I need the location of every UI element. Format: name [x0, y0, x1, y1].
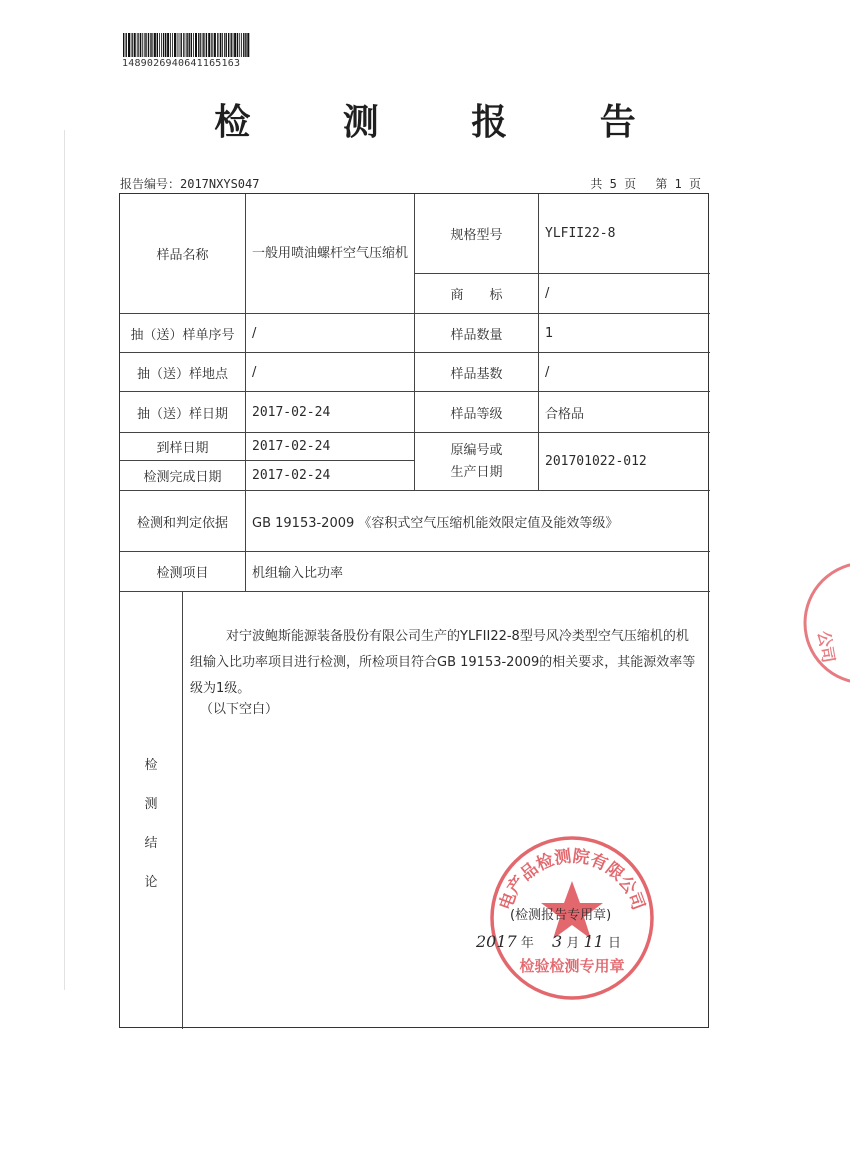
barcode-bar	[226, 33, 227, 57]
barcode-bar	[195, 33, 197, 57]
seal-bottom-text: 检验检测专用章	[519, 957, 625, 975]
barcode-bar	[191, 33, 192, 57]
barcode-bar	[138, 33, 139, 57]
barcode-bar	[150, 33, 151, 57]
sample-name-value: 一般用喷油螺杆空气压缩机	[252, 245, 409, 261]
barcode-bar	[161, 33, 162, 57]
barcode-bars	[122, 33, 250, 57]
completion-date-value: 2017-02-24	[252, 468, 331, 483]
barcode-bar	[193, 33, 194, 57]
seal-arc-text: 电产品检测院有限公司	[495, 846, 649, 913]
sampling-date-value: 2017-02-24	[252, 404, 331, 420]
barcode-bar	[189, 33, 190, 57]
barcode-bar	[241, 33, 242, 57]
page-current: 第 1 页	[655, 177, 701, 191]
barcode-bar	[174, 33, 176, 57]
sign-year-label: 年	[520, 936, 534, 951]
barcode-bar	[131, 33, 132, 57]
barcode-bar	[134, 33, 136, 57]
trademark-value: /	[545, 286, 550, 301]
barcode-bar	[206, 33, 207, 57]
barcode-bar	[219, 33, 220, 57]
sign-month-label: 月	[566, 936, 580, 951]
original-no-label-line1: 原编号或	[450, 442, 503, 458]
col-divider	[182, 591, 183, 1029]
sampling-place-label: 抽（送）样地点	[136, 366, 228, 382]
barcode-number: 1489026940641165163	[122, 58, 241, 69]
sampling-no-value: /	[252, 325, 257, 341]
sampling-date-label: 抽（送）样日期	[136, 406, 228, 422]
barcode-bar	[198, 33, 199, 57]
barcode-bar	[203, 33, 204, 57]
barcode	[122, 33, 254, 69]
row-divider	[120, 591, 710, 592]
barcode-bar	[234, 33, 236, 57]
sample-grade-value: 合格品	[545, 406, 585, 422]
completion-date-label: 检测完成日期	[143, 470, 222, 485]
barcode-bar	[177, 33, 178, 57]
barcode-bar	[217, 33, 218, 57]
sample-base-label: 样品基数	[450, 366, 503, 382]
barcode-bar	[211, 33, 212, 57]
barcode-bar	[186, 33, 187, 57]
barcode-bar	[220, 33, 221, 57]
side-seal-ring	[805, 563, 850, 683]
original-no-value: 201701022-012	[545, 454, 647, 469]
barcode-bar	[214, 33, 216, 57]
barcode-bar	[228, 33, 229, 57]
barcode-bar	[126, 33, 127, 57]
sign-month: 3	[552, 932, 563, 951]
conclusion-label-char: 论	[144, 875, 158, 890]
sample-name-label: 样品名称	[156, 248, 209, 263]
sampling-place-value: /	[252, 364, 257, 380]
barcode-bar	[231, 33, 232, 57]
barcode-bar	[167, 33, 169, 57]
barcode-bar	[145, 33, 146, 57]
original-no-label	[415, 433, 538, 490]
sampling-no-label: 抽（送）样单序号	[130, 327, 235, 343]
barcode-bar	[154, 33, 156, 57]
model-label: 规格型号	[450, 228, 503, 243]
sample-qty-label: 样品数量	[450, 327, 503, 343]
barcode-bar	[183, 33, 184, 57]
barcode-bar	[142, 33, 143, 57]
page-total: 共 5 页	[590, 177, 637, 191]
barcode-bar	[148, 33, 149, 57]
conclusion-label-char: 结	[144, 836, 158, 851]
stamp-caption: (检测报告专用章)	[510, 908, 612, 923]
item-label: 检测项目	[156, 566, 209, 581]
page-title: 检 测 报 告	[214, 101, 676, 143]
side-seal-fragment	[790, 548, 850, 698]
sign-day: 11	[583, 932, 604, 951]
barcode-bar	[128, 33, 130, 57]
trademark-label: 商 标	[450, 288, 503, 303]
side-seal-text: 公司	[814, 629, 839, 665]
barcode-bar	[202, 33, 203, 57]
sample-base-value: /	[545, 364, 550, 380]
basis-value: GB 19153-2009 《容积式空气压缩机能效限定值及能效等级》	[252, 515, 619, 531]
barcode-bar	[200, 33, 201, 57]
arrival-date-value: 2017-02-24	[252, 439, 331, 454]
barcode-bar	[152, 33, 153, 57]
barcode-bar	[165, 33, 166, 57]
sample-grade-label: 样品等级	[450, 406, 503, 422]
conclusion-text: 对宁波鲍斯能源装备股份有限公司生产的YLFII22-8型号风冷类型空气压缩机的机组输入比功率项目进行检测，所检项目符合GB 19153-2009的相关要求，其能源效率等级为1级。	[190, 629, 696, 696]
barcode-bar	[179, 33, 180, 57]
barcode-bar	[140, 33, 141, 57]
barcode-bar	[137, 33, 138, 57]
sign-year: 2017	[476, 932, 517, 951]
item-value: 机组输入比功率	[252, 566, 344, 581]
barcode-bar	[208, 33, 210, 57]
barcode-bar	[159, 33, 160, 57]
sample-qty-value: 1	[545, 325, 554, 341]
basis-label: 检测和判定依据	[136, 515, 228, 531]
barcode-bar	[212, 33, 213, 57]
barcode-bar	[132, 33, 133, 57]
model-value: YLFII22-8	[545, 226, 616, 241]
barcode-bar	[233, 33, 234, 57]
page-info	[584, 175, 707, 192]
conclusion-label-char: 检	[144, 758, 158, 773]
barcode-bar	[224, 33, 225, 57]
barcode-bar	[172, 33, 173, 57]
barcode-bar	[243, 33, 244, 57]
sign-day-label: 日	[608, 936, 622, 951]
barcode-bar	[185, 33, 186, 57]
original-no-label-line2: 生产日期	[450, 464, 503, 480]
barcode-bar	[222, 33, 223, 57]
barcode-bar	[239, 33, 240, 57]
barcode-bar	[170, 33, 171, 57]
blank-note: （以下空白）	[200, 702, 279, 717]
report-number: 报告编号：2017NXYS047	[120, 177, 260, 191]
barcode-bar	[181, 33, 182, 57]
barcode-bar	[144, 33, 145, 57]
barcode-bar	[245, 33, 246, 57]
barcode-bar	[157, 33, 158, 57]
conclusion-label-char: 测	[144, 797, 158, 812]
barcode-bar	[237, 33, 238, 57]
barcode-bar	[163, 33, 164, 57]
arrival-date-label: 到样日期	[156, 441, 209, 456]
conclusion-label	[120, 754, 182, 910]
sign-date	[476, 932, 621, 951]
barcode-bar	[123, 33, 124, 57]
barcode-bar	[247, 33, 249, 57]
page-edge	[64, 130, 65, 990]
